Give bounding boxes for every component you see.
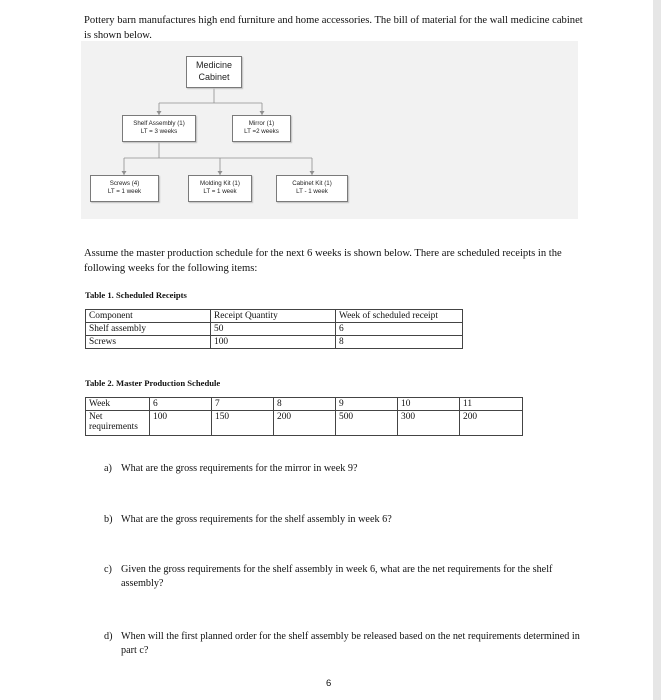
table-cell: 100 [150, 411, 212, 436]
question-label: d) [104, 631, 113, 642]
table-header-cell: Week of scheduled receipt [336, 310, 463, 323]
table-cell: 100 [211, 336, 336, 349]
question-b [104, 513, 584, 527]
node-label: Cabinet Kit (1) [292, 180, 332, 187]
node-lead-time: LT = 1 week [203, 188, 237, 195]
node-lead-time: LT =2 weeks [244, 128, 279, 135]
master-production-schedule-table [85, 397, 523, 436]
bom-node-mirror [232, 115, 291, 142]
bom-node-molding-kit [188, 175, 252, 202]
table-row [86, 323, 463, 336]
intro-paragraph: Pottery barn manufactures high end furniture and home accessories. The bill of material for the wall medicine cabinet is shown below. [84, 15, 583, 41]
table-cell: 200 [274, 411, 336, 436]
table-cell: 7 [212, 398, 274, 411]
table-cell: 8 [336, 336, 463, 349]
table-row [86, 411, 523, 436]
node-label: Screws (4) [109, 180, 140, 187]
table-header-row [86, 310, 463, 323]
table-row [86, 336, 463, 349]
question-label: c) [104, 564, 112, 575]
page-number: 6 [326, 678, 332, 689]
node-label: Molding Kit (1) [200, 180, 240, 187]
question-label: b) [104, 514, 113, 525]
question-text: When will the first planned order for the shelf assembly be released based on the net requirements determined in part c? [121, 631, 580, 656]
question-a [104, 462, 584, 476]
table-cell: 200 [460, 411, 523, 436]
table-cell: 500 [336, 411, 398, 436]
table-cell: 11 [460, 398, 523, 411]
table-header-cell: Component [86, 310, 211, 323]
node-label: Mirror (1) [248, 120, 275, 127]
question-text: What are the gross requirements for the shelf assembly in week 6? [121, 514, 392, 525]
table-header-cell: Receipt Quantity [211, 310, 336, 323]
table-header-cell: Net requirements [86, 411, 150, 436]
table-cell: 9 [336, 398, 398, 411]
question-text: What are the gross requirements for the mirror in week 9? [121, 463, 358, 474]
table-row [86, 398, 523, 411]
table-cell: 6 [150, 398, 212, 411]
question-c [104, 563, 584, 591]
table1-caption: Table 1. Scheduled Receipts [85, 290, 187, 300]
node-lead-time: LT = 3 weeks [140, 128, 178, 135]
table-cell: 300 [398, 411, 460, 436]
bom-node-shelf-assembly [122, 115, 196, 142]
mps-paragraph: Assume the master production schedule for the next 6 weeks is shown below. There are scheduled receipts in the following weeks for the following items: [84, 248, 562, 274]
table-cell: Screws [86, 336, 211, 349]
question-label: a) [104, 463, 112, 474]
table-cell: 150 [212, 411, 274, 436]
table-cell: 6 [336, 323, 463, 336]
scheduled-receipts-table [85, 309, 463, 349]
table-header-cell: Week [86, 398, 150, 411]
bom-node-medicine-cabinet [186, 56, 242, 88]
node-lead-time: LT = 1 week [107, 188, 142, 195]
table-cell: 8 [274, 398, 336, 411]
node-label: Cabinet [198, 72, 230, 82]
table-cell: 50 [211, 323, 336, 336]
bom-node-cabinet-kit [276, 175, 348, 202]
table-cell: Shelf assembly [86, 323, 211, 336]
table-cell: 10 [398, 398, 460, 411]
question-text: Given the gross requirements for the shelf assembly in week 6, what are the net requirements for the shelf assembly? [121, 564, 553, 589]
node-lead-time: LT - 1 week [296, 188, 328, 195]
bom-node-screws [90, 175, 159, 202]
node-label: Medicine [195, 60, 233, 70]
node-label: Shelf Assembly (1) [133, 120, 185, 127]
table2-caption: Table 2. Master Production Schedule [85, 378, 221, 388]
question-d [104, 630, 584, 658]
